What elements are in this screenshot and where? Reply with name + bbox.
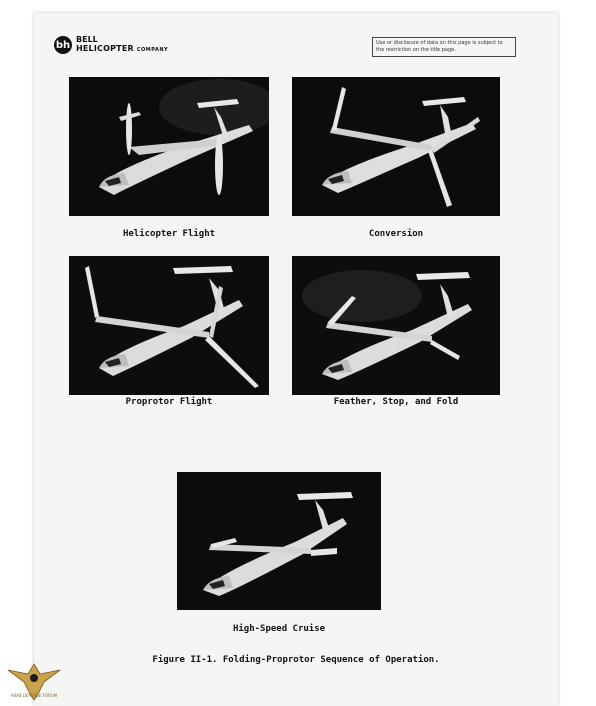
restriction-notice: Use or disclosure of data on this page is subject to the restriction on the title page. (372, 37, 516, 57)
aircraft-cruise-mode-image (177, 472, 381, 610)
company-logo (54, 35, 168, 55)
photo-proprotor-flight (69, 256, 269, 395)
caption-proprotor-flight: Proprotor Flight (125, 397, 213, 407)
photo-conversion (292, 77, 500, 216)
photo-feather-stop-fold (292, 256, 500, 395)
photo-helicopter-flight (69, 77, 269, 216)
document-page (34, 13, 558, 706)
caption-feather-stop-fold: Feather, Stop, and Fold (333, 397, 459, 407)
aircraft-conversion-image (292, 77, 500, 216)
bell-logo-icon: bh (54, 36, 72, 54)
figure-caption: Figure II-1. Folding-Proprotor Sequence of Operation. (152, 655, 440, 665)
watermark-label: ARAB DEFENSE FORUM (10, 693, 58, 698)
logo-line-company: COMPANY (136, 47, 169, 53)
logo-line-bell: BELL (76, 35, 98, 44)
aircraft-helicopter-mode-image (69, 77, 269, 216)
aircraft-proprotor-mode-image (69, 256, 269, 395)
aircraft-fold-mode-image (292, 256, 500, 395)
caption-high-speed-cruise: High-Speed Cruise (232, 624, 326, 634)
caption-helicopter-flight: Helicopter Flight (122, 229, 216, 239)
caption-conversion: Conversion (368, 229, 424, 239)
photo-high-speed-cruise (177, 472, 381, 610)
logo-line-helicopter: HELICOPTER (76, 44, 134, 53)
